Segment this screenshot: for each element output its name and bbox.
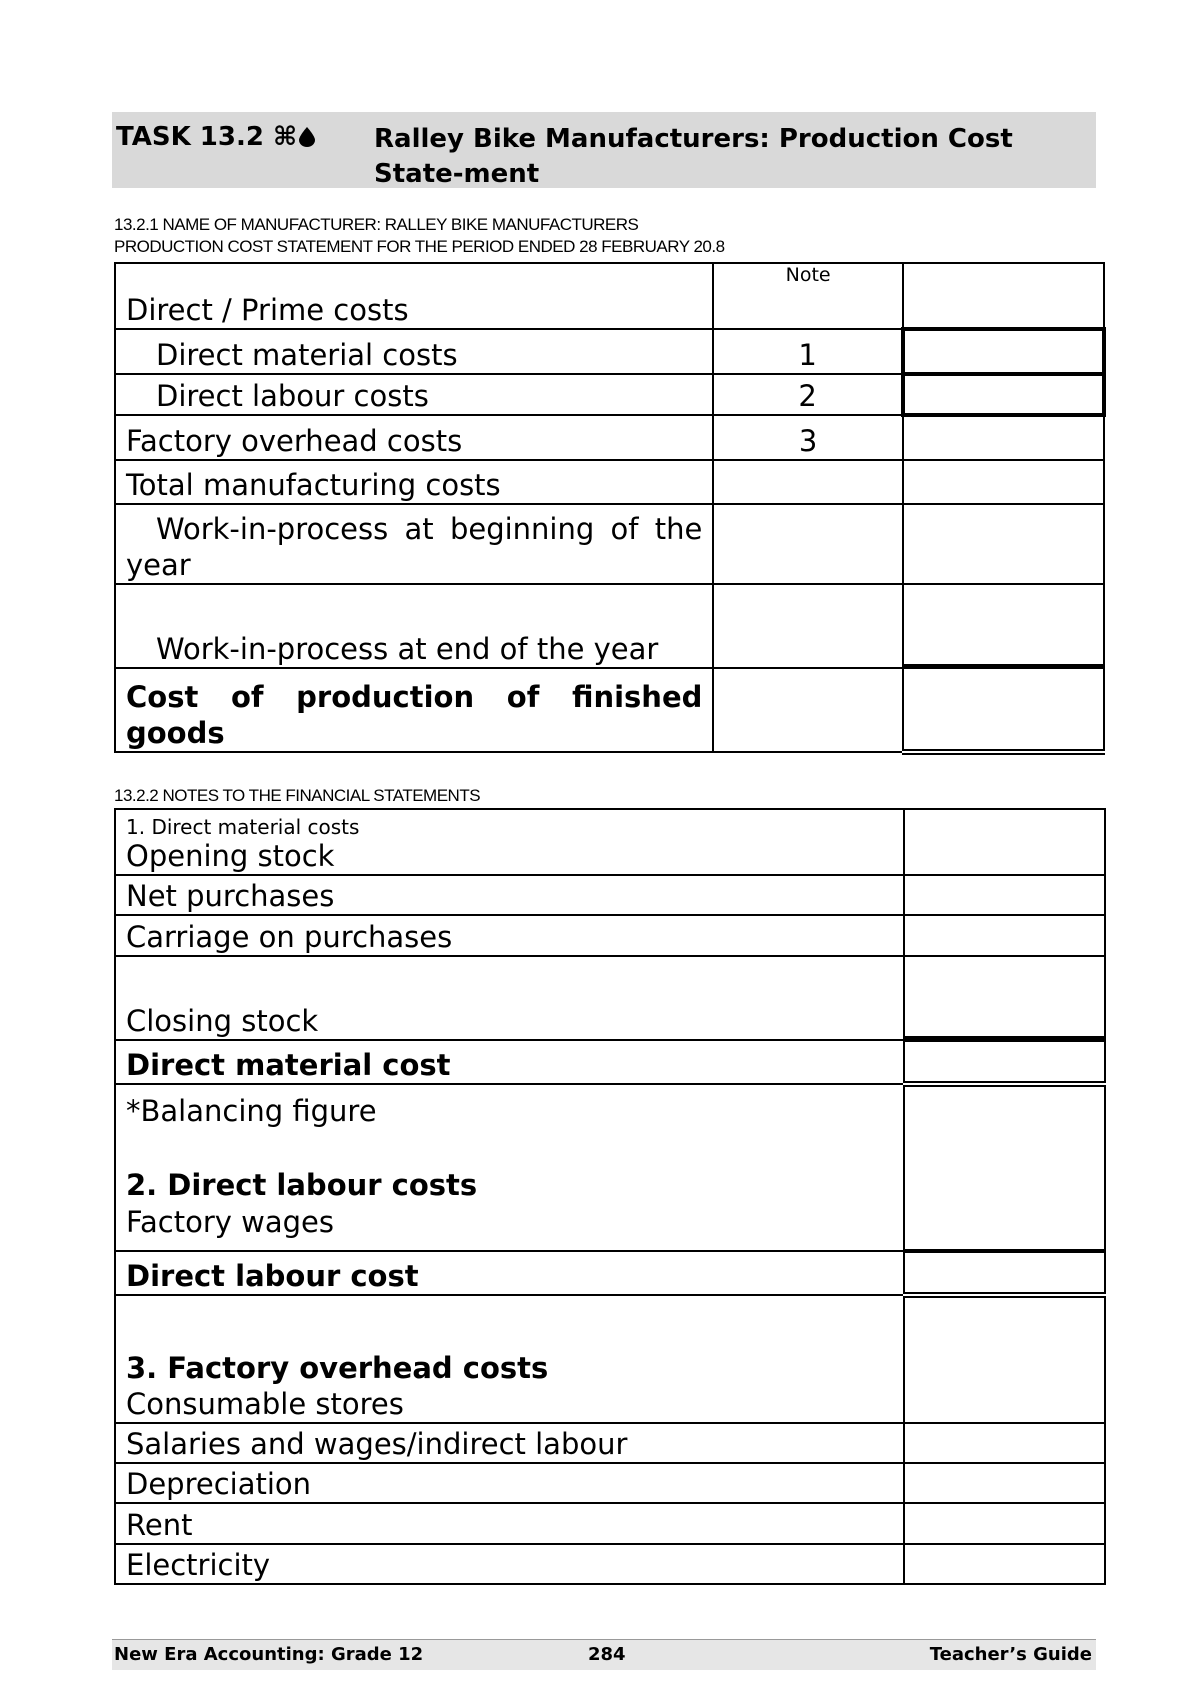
footer-book-title: New Era Accounting: Grade 12: [114, 1644, 424, 1665]
empty-cell: [713, 460, 902, 504]
page-number: 284: [588, 1644, 626, 1665]
notes-table: [114, 808, 1106, 1585]
drop-icon: [299, 127, 315, 147]
table-row: [115, 1503, 1105, 1544]
net-purchases-label: Net purchases: [115, 875, 904, 915]
empty-cell: [713, 504, 902, 584]
amount-cell: [903, 415, 1104, 460]
amount-cell: [904, 1544, 1105, 1584]
note3-heading: 3. Factory overhead costs: [126, 1350, 549, 1385]
note1-cell: [115, 809, 904, 875]
amount-cell: [904, 1463, 1105, 1503]
task-title: Ralley Bike Manufacturers: Production Cost State-ment: [374, 124, 1013, 189]
note-ref: 2: [713, 374, 902, 415]
table-row: [115, 584, 1104, 668]
task-header: [112, 112, 1096, 188]
amount-cell: [903, 374, 1104, 415]
note3-cell: [115, 1295, 904, 1423]
table-row: [115, 329, 1104, 374]
amount-cell: [904, 1423, 1105, 1463]
direct-labour-label: Direct labour costs: [115, 374, 713, 415]
note-column-header: Note: [713, 263, 902, 329]
electricity-label: Electricity: [115, 1544, 904, 1584]
table-row: [115, 1544, 1105, 1584]
table-row: [115, 956, 1105, 1040]
table-row: [115, 1040, 1105, 1084]
table-row: [115, 915, 1105, 956]
amount-cell: [903, 263, 1104, 329]
consumable-stores-label: Consumable stores: [126, 1386, 404, 1421]
table-row: [115, 1251, 1105, 1295]
factory-overhead-label: Factory overhead costs: [115, 415, 713, 460]
table-row: [115, 1084, 1105, 1251]
amount-cell: [904, 875, 1105, 915]
carriage-label: Carriage on purchases: [115, 915, 904, 956]
cost-of-production-label: Cost of production of finished goods: [115, 668, 713, 752]
direct-prime-label: Direct / Prime costs: [115, 263, 713, 329]
amount-cell: [904, 1040, 1105, 1084]
table-row: [115, 875, 1105, 915]
task-label: TASK 13.2 ⌘: [116, 122, 315, 152]
opening-stock-label: Opening stock: [126, 838, 335, 873]
table-row: [115, 1423, 1105, 1463]
table-row: [115, 374, 1104, 415]
salaries-label: Salaries and wages/indirect labour: [115, 1423, 904, 1463]
empty-cell: [713, 584, 902, 668]
note1-heading: 1. Direct material costs: [126, 814, 360, 839]
amount-cell: [904, 1503, 1105, 1544]
page-footer: [112, 1639, 1096, 1670]
amount-cell: [903, 460, 1104, 504]
amount-cell: [903, 668, 1104, 752]
note-ref: 1: [713, 329, 902, 374]
command-icon: ⌘: [272, 122, 298, 152]
footer-guide-label: Teacher’s Guide: [929, 1644, 1092, 1665]
table-row: [115, 504, 1104, 584]
total-manufacturing-label: Total manufacturing costs: [115, 460, 713, 504]
table-row: [115, 809, 1105, 875]
depreciation-label: Depreciation: [115, 1463, 904, 1503]
note2-heading: 2. Direct labour costs: [126, 1168, 478, 1203]
amount-cell: [904, 1251, 1105, 1295]
amount-cell: [903, 329, 1104, 374]
table-row: [115, 263, 1104, 329]
notes-caption: 13.2.2 NOTES TO THE FINANCIAL STATEMENTS: [114, 786, 481, 805]
rent-label: Rent: [115, 1503, 904, 1544]
amount-cell: [904, 1084, 1105, 1251]
amount-cell: [903, 504, 1104, 584]
amount-cell: [904, 1295, 1105, 1423]
amount-cell-split: [904, 956, 1105, 1040]
statement-caption: PRODUCTION COST STATEMENT FOR THE PERIOD ENDED 28 FEBRUARY 20.8: [114, 237, 725, 256]
table-row: [115, 415, 1104, 460]
table-row: [115, 1463, 1105, 1503]
table-row: [115, 668, 1104, 752]
note2-cell: [115, 1084, 904, 1251]
table-row: [115, 1295, 1105, 1423]
closing-stock-label: Closing stock: [115, 956, 904, 1040]
factory-wages-label: Factory wages: [126, 1204, 334, 1239]
wip-end-label: Work-in-process at end of the year: [115, 584, 713, 668]
manufacturer-caption: 13.2.1 NAME OF MANUFACTURER: RALLEY BIKE MANUFACTURERS: [114, 215, 639, 234]
note-ref: 3: [713, 415, 902, 460]
empty-cell: [713, 668, 902, 752]
table-row: [115, 460, 1104, 504]
amount-cell: [904, 809, 1105, 875]
wip-beginning-label: Work-in-process at beginning of the year: [115, 504, 713, 584]
balancing-figure-label: *Balancing figure: [126, 1094, 377, 1128]
amount-cell: [904, 915, 1105, 956]
direct-labour-cost-label: Direct labour cost: [115, 1251, 904, 1295]
direct-material-label: Direct material costs: [115, 329, 713, 374]
amount-cell-split: [903, 584, 1104, 668]
production-cost-table: [114, 262, 1106, 755]
direct-material-cost-label: Direct material cost: [115, 1040, 904, 1084]
